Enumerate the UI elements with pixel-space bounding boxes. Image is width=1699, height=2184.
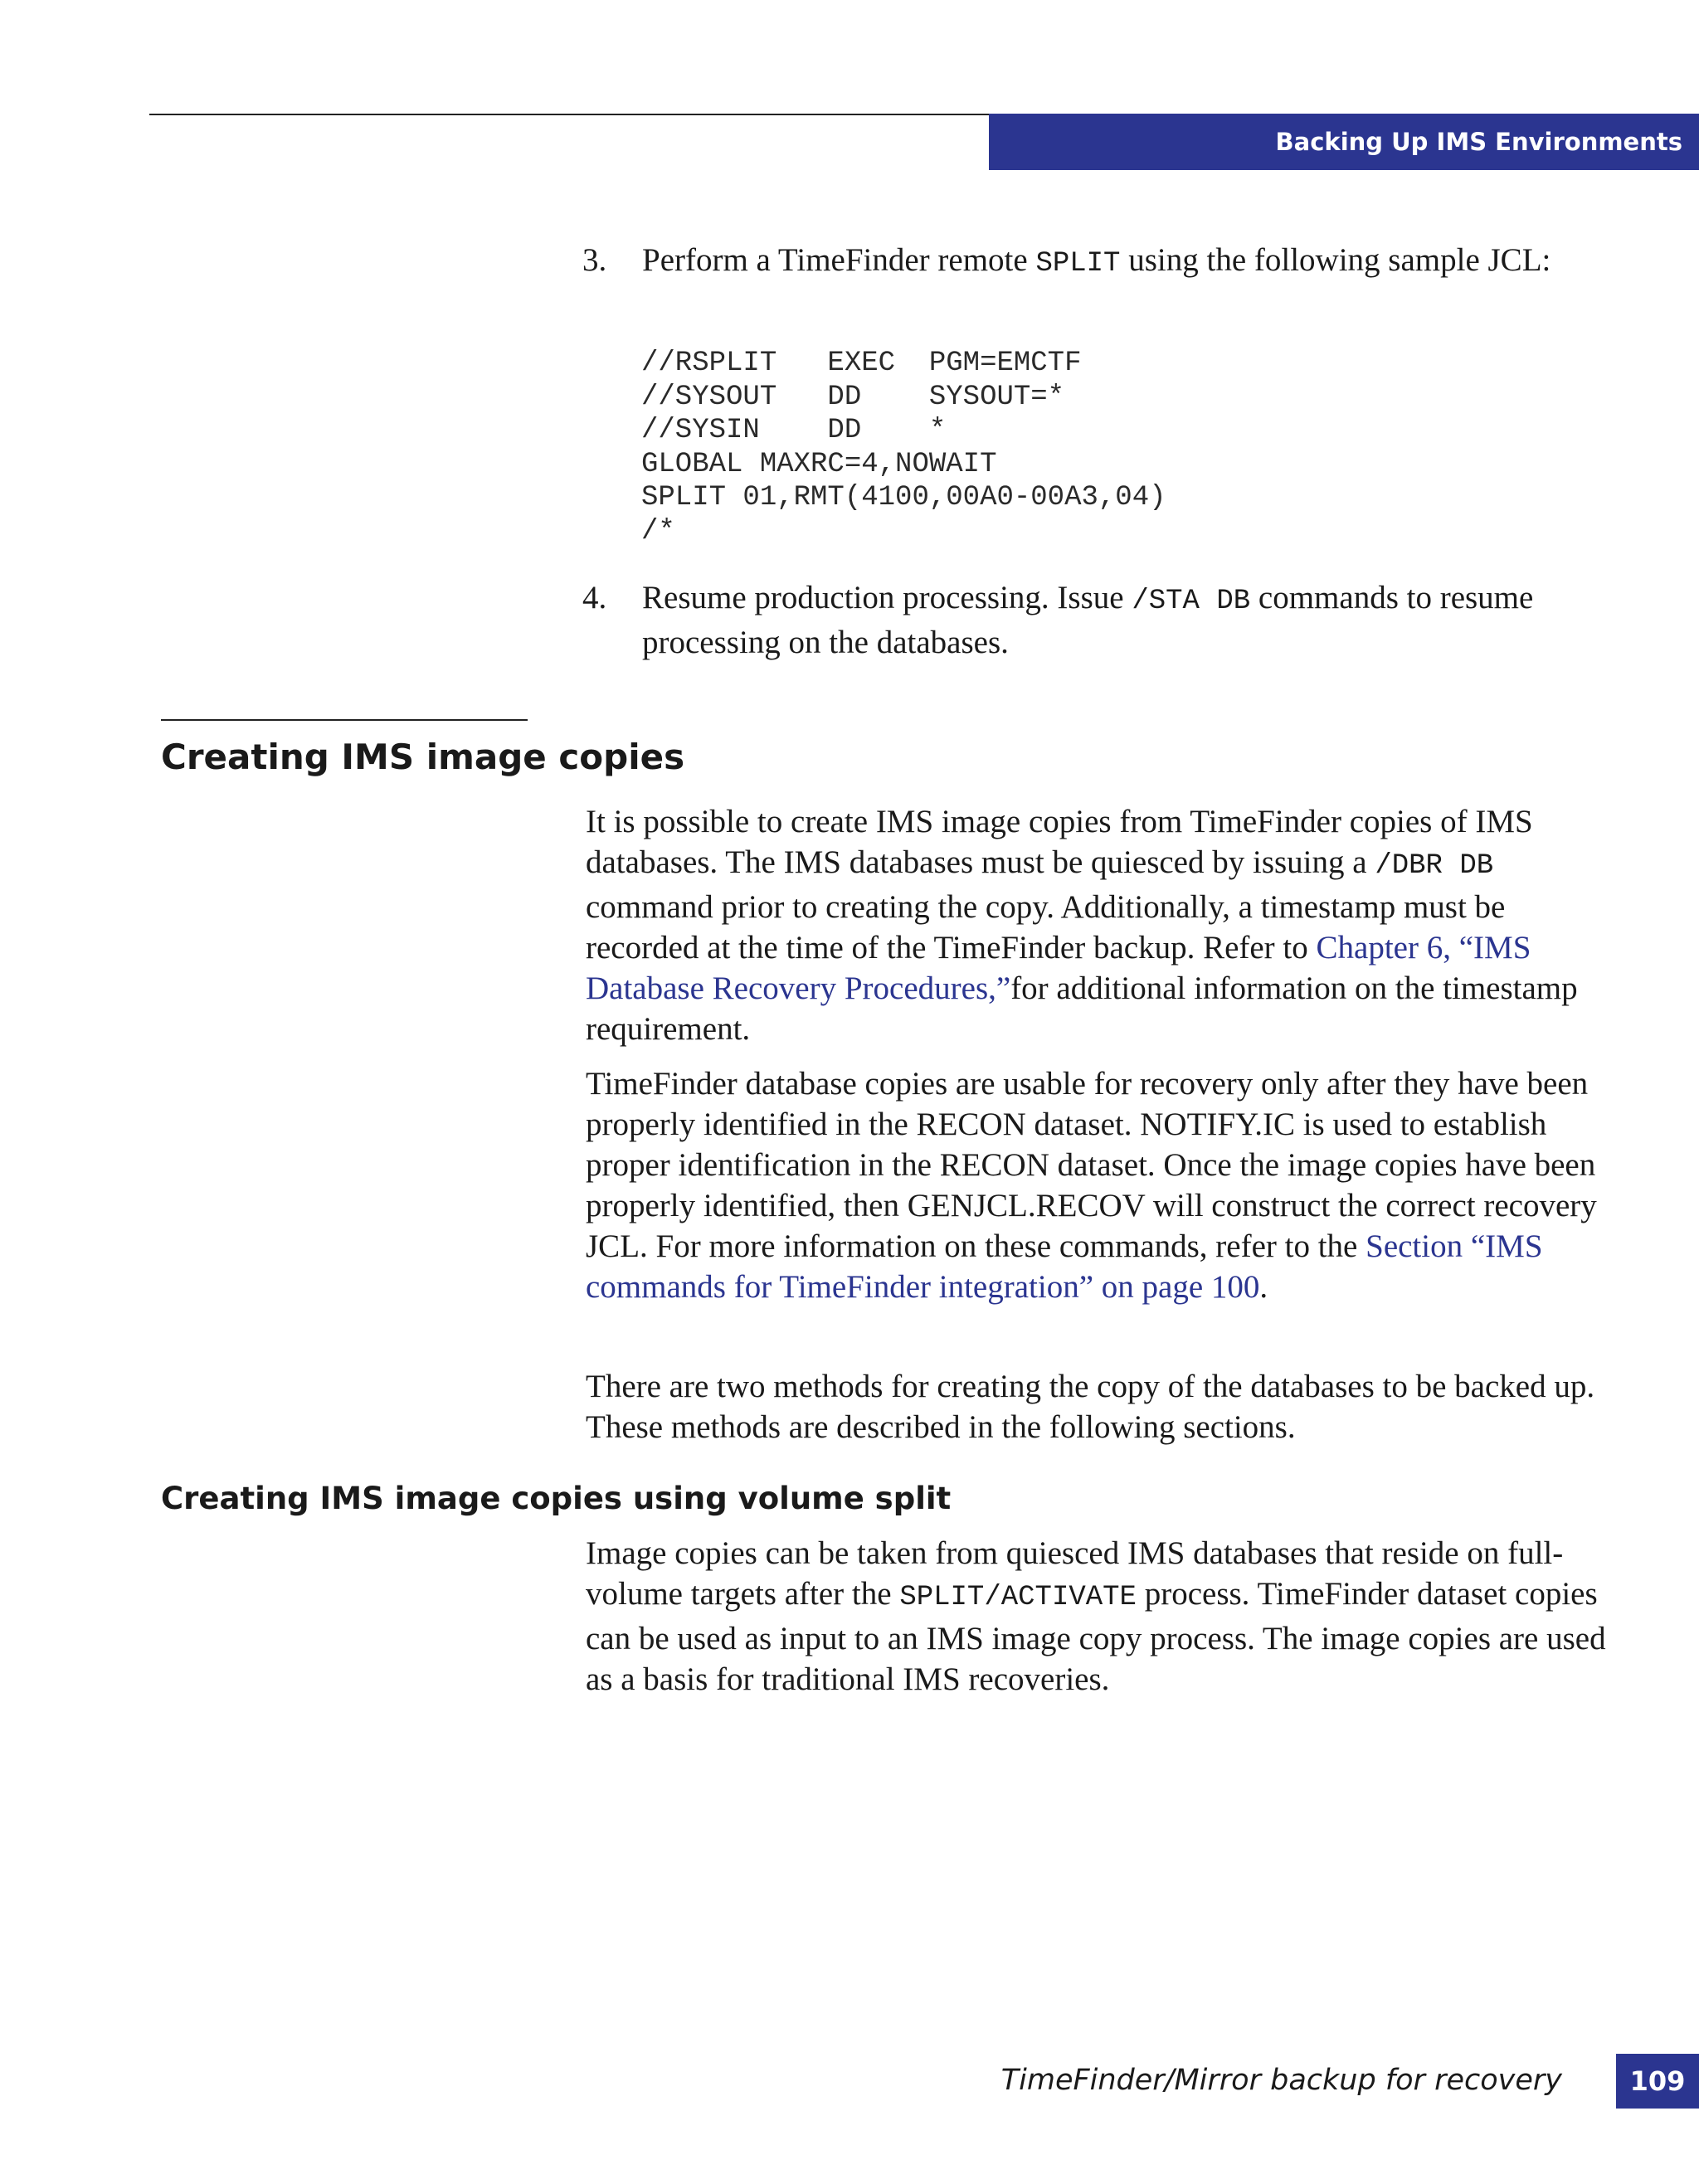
inline-code: /STA DB	[1132, 586, 1251, 617]
subsection-heading: Creating IMS image copies using volume split	[161, 1481, 952, 1516]
step-text-part: commands to resume processing on the databases.	[642, 580, 1534, 660]
step-3	[582, 240, 1619, 285]
step-number: 3.	[582, 242, 607, 278]
step-text-part: using the following sample JCL:	[1120, 242, 1551, 278]
code-line: /*	[641, 515, 675, 547]
code-line: SPLIT 01,RMT(4100,00A0-00A3,04)	[641, 482, 1166, 513]
paragraph	[586, 801, 1623, 1049]
section-heading: Creating IMS image copies	[161, 737, 685, 777]
code-line: //SYSOUT DD SYSOUT=*	[641, 381, 1065, 413]
inline-code: SPLIT/ACTIVATE	[899, 1582, 1137, 1613]
running-header-title: Backing Up IMS Environments	[1275, 128, 1682, 156]
paragraph-text: Image copies can be taken from quiesced IMS databases that reside on full-volume targets after the	[586, 1535, 1564, 1612]
step-text	[642, 577, 1619, 663]
paragraph	[586, 1533, 1623, 1700]
footer-title: TimeFinder/Mirror backup for recovery	[1000, 2064, 1562, 2097]
chapter-link[interactable]: Chapter 6, “IMS Database Recovery Procedures,”	[586, 930, 1531, 1006]
inline-code: /DBR DB	[1375, 850, 1494, 882]
header-rule	[149, 114, 989, 115]
page-number: 109	[1616, 2054, 1699, 2109]
jcl-code-block	[641, 347, 1166, 548]
section-rule	[161, 719, 528, 721]
paragraph-text: TimeFinder database copies are usable for recovery only after they have been properly identified in the RECON dataset. NOTIFY.IC is used to establish proper identification in the RECON dataset. Once the image copies have been properly identified, then GENJCL.RECOV will construct the correct recovery JCL. For more information on these commands, refer to the	[586, 1066, 1597, 1264]
paragraph: There are two methods for creating the copy of the databases to be backed up. These methods are described in the following sections.	[586, 1369, 1595, 1445]
step-text-part: Resume production processing. Issue	[642, 580, 1132, 615]
step-number: 4.	[582, 580, 607, 615]
step-text	[642, 240, 1619, 285]
paragraph-text: .	[1259, 1269, 1268, 1305]
paragraph	[586, 1063, 1623, 1307]
code-line: GLOBAL MAXRC=4,NOWAIT	[641, 448, 997, 480]
paragraph-text: process. TimeFinder dataset copies can be used as input to an IMS image copy process. The image copies are used as a basis for traditional IMS recoveries.	[586, 1576, 1606, 1697]
section-link[interactable]: Section “IMS commands for TimeFinder integration” on page 100	[586, 1228, 1543, 1305]
step-4	[582, 577, 1619, 663]
running-header	[989, 114, 1699, 170]
paragraph-text: It is possible to create IMS image copies from TimeFinder copies of IMS databases. The IMS databases must be quiesced by issuing a	[586, 804, 1533, 880]
paragraph-text: for additional information on the timestamp requirement.	[586, 970, 1578, 1047]
code-line: //SYSIN DD *	[641, 415, 947, 446]
paragraph-text: command prior to creating the copy. Additionally, a timestamp must be recorded at the time of the TimeFinder backup. Refer to	[586, 889, 1506, 966]
step-text-part: Perform a TimeFinder remote	[642, 242, 1036, 278]
code-line: //RSPLIT EXEC PGM=EMCTF	[641, 348, 1082, 379]
inline-code: SPLIT	[1035, 248, 1121, 280]
